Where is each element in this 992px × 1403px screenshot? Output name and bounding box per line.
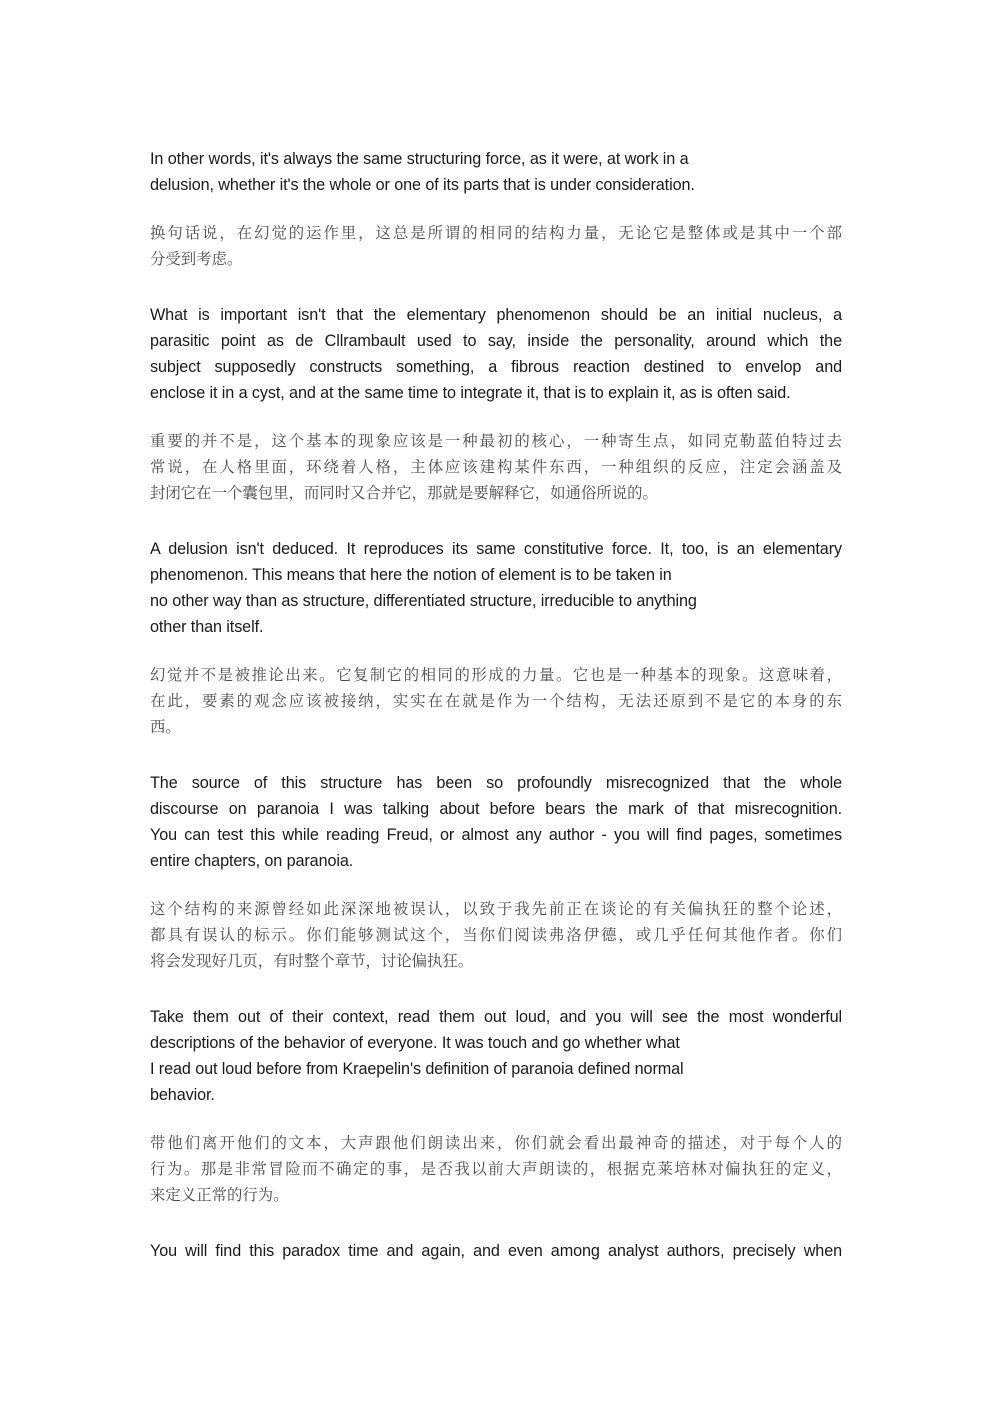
text-line: 来定义正常的行为。: [150, 1186, 289, 1204]
text-line: In other words, it's always the same structuring force, as it were, at work in a: [150, 150, 689, 168]
text-line: entire chapters, on paranoia.: [150, 852, 354, 870]
paragraph-gap: [150, 406, 842, 428]
text-line: 分受到考虑。: [150, 250, 243, 268]
text-line: The source of this structure has been so profoundly misrecognized that the whole: [150, 774, 842, 792]
paragraph-gap: [150, 198, 842, 220]
english-paragraph: [150, 1004, 842, 1108]
text-line: descriptions of the behavior of everyone. It was touch and go whether what: [150, 1034, 680, 1052]
paragraph-gap: [150, 272, 842, 302]
text-line: 这个结构的来源曾经如此深深地被误认，以致于我先前正在谈论的有关偏执狂的整个论述，: [150, 900, 842, 918]
english-paragraph: [150, 302, 842, 406]
text-line: 带他们离开他们的文本，大声跟他们朗读出来，你们就会看出最神奇的描述，对于每个人的: [150, 1134, 842, 1152]
text-line: 都具有误认的标示。你们能够测试这个，当你们阅读弗洛伊德，或几乎任何其他作者。你们: [150, 926, 842, 944]
text-line: parasitic point as de Cllrambault used to say, inside the personality, around which the: [150, 332, 842, 350]
chinese-paragraph: [150, 1130, 842, 1208]
text-line: 在此，要素的观念应该被接纳，实实在在就是作为一个结构，无法还原到不是它的本身的东: [150, 692, 842, 710]
paragraph-gap: [150, 874, 842, 896]
text-line: delusion, whether it's the whole or one of its parts that is under consideration.: [150, 176, 695, 194]
text-line: enclose it in a cyst, and at the same time to integrate it, that is to explain it, as is often said.: [150, 384, 791, 402]
text-line: no other way than as structure, differentiated structure, irreducible to anything: [150, 592, 697, 610]
text-line: behavior.: [150, 1086, 215, 1104]
document-page: [150, 146, 842, 1264]
english-paragraph: [150, 770, 842, 874]
paragraph-gap: [150, 1108, 842, 1130]
english-paragraph: [150, 1238, 842, 1264]
chinese-paragraph: [150, 428, 842, 506]
text-line: 将会发现好几页，有时整个章节，讨论偏执狂。: [150, 952, 474, 970]
text-line: 封闭它在一个囊包里，而同时又合并它，那就是要解释它，如通俗所说的。: [150, 484, 658, 502]
english-paragraph: [150, 146, 842, 198]
text-line: 换句话说，在幻觉的运作里，这总是所谓的相同的结构力量，无论它是整体或是其中一个部: [150, 224, 842, 242]
paragraph-gap: [150, 1208, 842, 1238]
paragraph-gap: [150, 506, 842, 536]
text-line: What is important isn't that the elementary phenomenon should be an initial nucleus, a: [150, 306, 842, 324]
text-line: 常说，在人格里面，环绕着人格，主体应该建构某件东西，一种组织的反应，注定会涵盖及: [150, 458, 842, 476]
paragraph-gap: [150, 740, 842, 770]
text-line: 西。: [150, 718, 181, 736]
text-line: other than itself.: [150, 618, 264, 636]
chinese-paragraph: [150, 896, 842, 974]
english-paragraph: [150, 536, 842, 640]
text-line: subject supposedly constructs something, a fibrous reaction destined to envelop and: [150, 358, 842, 376]
text-line: You can test this while reading Freud, or almost any author - you will find pages, sometimes: [150, 826, 842, 844]
chinese-paragraph: [150, 220, 842, 272]
text-line: I read out loud before from Kraepelin's definition of paranoia defined normal: [150, 1060, 684, 1078]
text-line: phenomenon. This means that here the notion of element is to be taken in: [150, 566, 672, 584]
text-line: 行为。那是非常冒险而不确定的事，是否我以前大声朗读的，根据克莱培林对偏执狂的定义，: [150, 1160, 842, 1178]
paragraph-gap: [150, 974, 842, 1004]
text-line: Take them out of their context, read them out loud, and you will see the most wonderful: [150, 1008, 842, 1026]
text-line: discourse on paranoia I was talking about before bears the mark of that misrecognition.: [150, 800, 842, 818]
text-line: You will find this paradox time and again, and even among analyst authors, precisely when: [150, 1242, 842, 1260]
paragraph-gap: [150, 640, 842, 662]
text-line: 幻觉并不是被推论出来。它复制它的相同的形成的力量。它也是一种基本的现象。这意味着，: [150, 666, 842, 684]
chinese-paragraph: [150, 662, 842, 740]
text-line: A delusion isn't deduced. It reproduces its same constitutive force. It, too, is an elementary: [150, 540, 842, 558]
text-line: 重要的并不是，这个基本的现象应该是一种最初的核心，一种寄生点，如同克勒蓝伯特过去: [150, 432, 842, 450]
